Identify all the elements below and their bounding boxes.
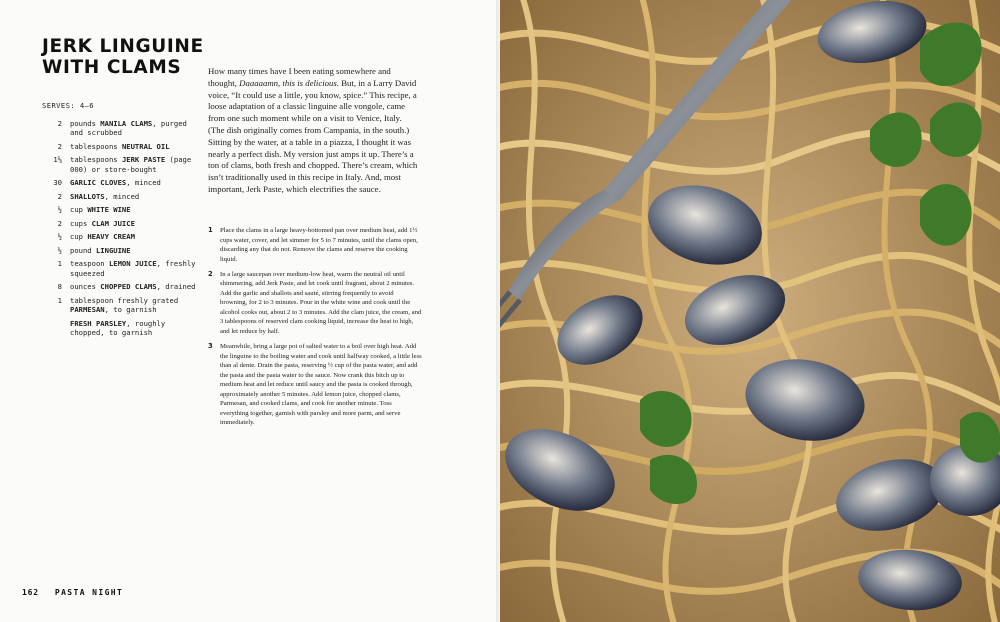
ingredient-qty: ½ [57, 205, 62, 215]
ingredient-text: teaspoon LEMON JUICE, freshly squeezed [70, 259, 196, 278]
ingredient-qty [42, 319, 70, 338]
ingredient-item [42, 296, 202, 315]
recipe-intro [208, 66, 420, 196]
ingredient-qty: 2 [57, 141, 62, 151]
method-steps [208, 226, 422, 433]
ingredient-qty: 30 [53, 178, 62, 188]
method-step [208, 270, 422, 337]
ingredient-item [42, 119, 202, 138]
ingredient-item [42, 155, 202, 174]
method-step [208, 226, 422, 264]
ingredient-item [42, 259, 202, 278]
page-number: 162 [22, 588, 39, 597]
ingredient-qty: 8 [57, 282, 62, 292]
step-number: 1 [208, 226, 213, 234]
intro-text: But, in a Larry David voice, “It could use a little, you know, spice.” This recipe, a loose adaptation of a classic linguine alle vongole, came from one such moment while on a visit to Venice, Italy. (The dish originally comes from Campania, in the south.) Sitting by the water, at a table in a piazza, I thought it was nearly a perfect dish. My version just amps it up. There’s a ton of clams, both fresh and chopped. There’s cream, which isn’t traditionally used in this recipe in Italy. And, most important, Jerk Paste, which electrifies the sauce. [208, 77, 418, 194]
left-page [0, 0, 498, 622]
ingredient-text: cup HEAVY CREAM [70, 232, 135, 242]
ingredient-item [42, 319, 202, 338]
ingredient-text: tablespoon freshly grated PARMESAN, to garnish [70, 295, 179, 315]
linguine-with-clams-photo [500, 0, 1000, 622]
step-number: 2 [208, 269, 213, 278]
ingredient-item [42, 246, 202, 255]
ingredient-text: tablespoons JERK PASTE (page 000) or store-bought [70, 155, 192, 174]
ingredient-qty: ½ [57, 232, 62, 242]
recipe-title: JERK LINGUINE WITH CLAMS [42, 36, 204, 78]
ingredient-item [42, 205, 202, 214]
ingredient-item [42, 219, 202, 228]
ingredient-list [42, 119, 202, 342]
ingredient-qty: ½ [57, 245, 62, 255]
ingredient-item [42, 178, 202, 187]
ingredient-text: tablespoons NEUTRAL OIL [70, 141, 170, 151]
intro-text: How many times have I been eating somewhere and thought, [208, 66, 391, 88]
ingredient-text: SHALLOTS, minced [70, 191, 140, 201]
ingredient-text: ounces CHOPPED CLAMS, drained [70, 282, 196, 292]
ingredient-qty: 1⅓ [53, 155, 62, 165]
step-text: In a large saucepan over medium-low heat, warm the neutral oil until shimmering, add Jerk Paste, and let cook until fragrant, about 2 minutes. Add the garlic and shallots and sauté, stirring frequently to avoid browning, for 2 to 3 minutes. Pour in the white wine and cook until the alcohol cooks out, about 2 to 3 minutes. Add the clam juice, the cream, and 3 tablespoons of reserved clam cooking liquid, increase the heat to high, and let reduce by half. [220, 270, 422, 335]
ingredient-item [42, 142, 202, 151]
ingredient-text: FRESH PARSLEY, roughly chopped, to garnish [70, 318, 166, 338]
ingredient-qty: 1 [57, 259, 62, 269]
ingredient-item [42, 282, 202, 291]
ingredient-qty: 2 [57, 218, 62, 228]
ingredient-qty: 1 [57, 295, 62, 305]
ingredient-text: cups CLAM JUICE [70, 218, 135, 228]
food-photo-illustration [500, 0, 1000, 622]
step-number: 3 [208, 342, 213, 351]
page-footer [22, 588, 123, 597]
section-name: PASTA NIGHT [54, 588, 124, 597]
ingredient-item [42, 192, 202, 201]
ingredient-text: GARLIC CLOVES, minced [70, 178, 161, 188]
ingredient-text: pound LINGUINE [70, 245, 131, 255]
method-step [208, 342, 422, 428]
step-text: Meanwhile, bring a large pot of salted water to a boil over high heat. Add the linguine to the boiling water and cook until halfway cooked, a little less than al dente. Drain the pasta, reserving ½ cup of the pasta water, and add the pasta and the pasta water to the sauce. Now crank this bitch up to medium heat and let reduce until saucy and the pasta is cooked through, approximately another 5 minutes. Add lemon juice, chopped clams, Parmesan, and cooked clams, and cook for another minute. Toss everything together, garnish with parsley and more parm, and serve immediately. [220, 343, 422, 427]
ingredient-text: pounds MANILA CLAMS, purged and scrubbed [70, 119, 187, 138]
ingredient-text: cup WHITE WINE [70, 205, 131, 215]
ingredient-qty: 2 [57, 191, 62, 201]
intro-italic: Daaaaamn, this is delicious. [239, 77, 340, 88]
ingredient-qty: 2 [57, 119, 62, 128]
serves-label: SERVES: 4–6 [42, 101, 94, 110]
ingredient-item [42, 232, 202, 241]
step-text: Place the clams in a large heavy-bottomed pan over medium heat, add 1½ cups water, cover, and let simmer for 5 to 7 minutes, until the clams open, discarding any that do not. Remove the clams and reserve the cooking liquid. [220, 227, 418, 263]
